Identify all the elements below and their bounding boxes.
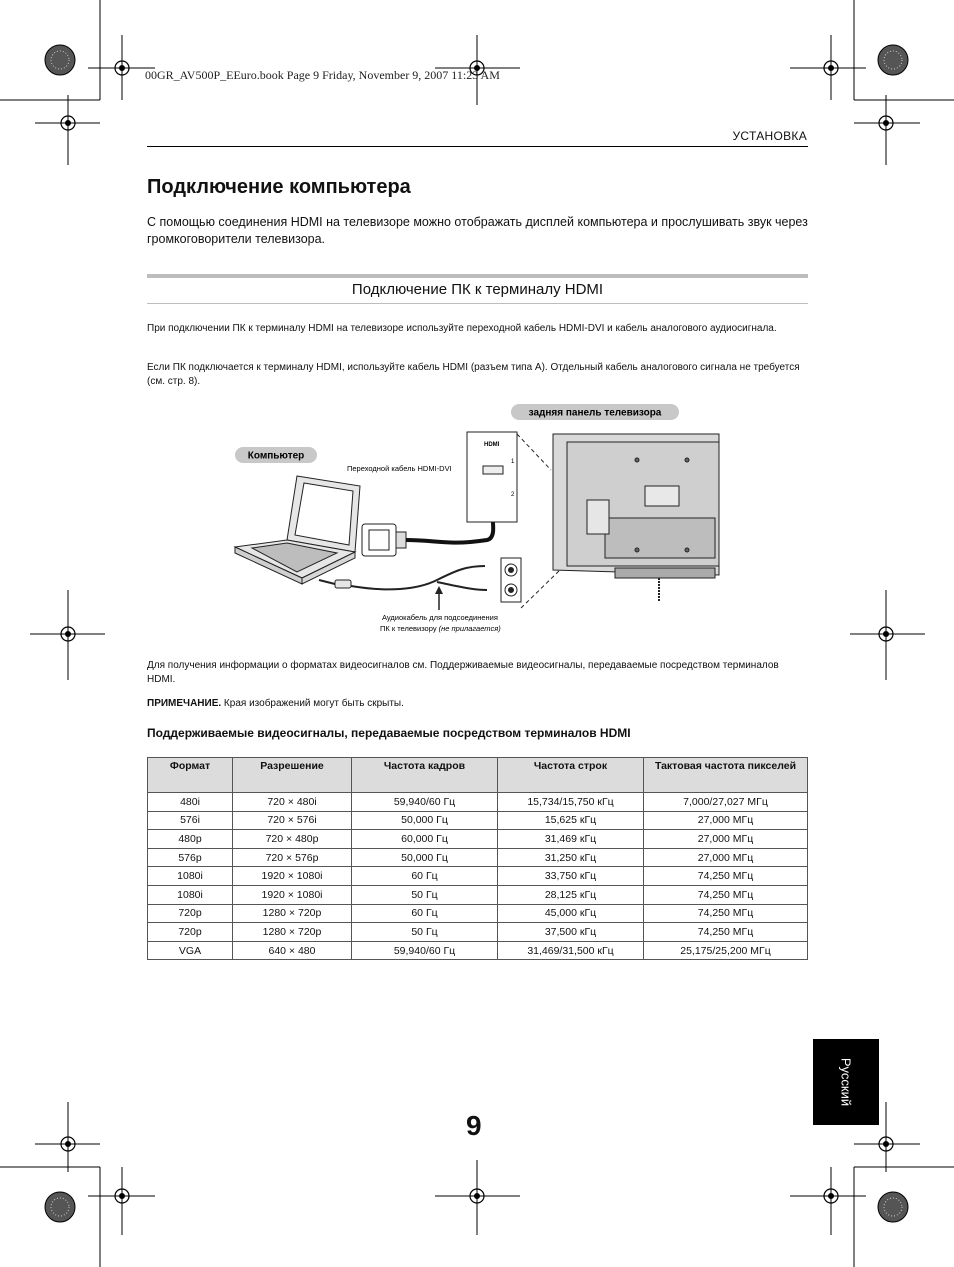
table-cell: 33,750 кГц <box>498 867 644 886</box>
header-format: Формат <box>148 758 233 793</box>
table-cell: 1280 × 720p <box>233 923 352 942</box>
table-cell: 720p <box>148 904 233 923</box>
table-row <box>148 811 808 830</box>
audio-cable-label-1: Аудиокабель для подсоединения <box>382 613 498 622</box>
audio-port-panel <box>501 558 521 602</box>
table-cell: 74,250 МГц <box>644 904 808 923</box>
page-title: Подключение компьютера <box>147 176 411 198</box>
section-label: УСТАНОВКА <box>732 129 807 143</box>
audio-cable-note: (не прилагается) <box>438 624 501 633</box>
table-cell: 720p <box>148 923 233 942</box>
table-cell: 1080i <box>148 867 233 886</box>
table-row <box>148 848 808 867</box>
table-cell: 1920 × 1080i <box>233 867 352 886</box>
table-cell: 50 Гц <box>352 923 498 942</box>
table-cell: 640 × 480 <box>233 941 352 960</box>
table-cell: 720 × 480i <box>233 793 352 812</box>
table-cell: 60,000 Гц <box>352 830 498 849</box>
paragraph-hdmi-cable: Если ПК подключается к терминалу HDMI, используйте кабель HDMI (разъем типа A). Отдельный кабель аналогового сигнала не требуется (см. стр. 8). <box>147 362 800 387</box>
table-cell: 576p <box>148 848 233 867</box>
table-cell: 720 × 480p <box>233 830 352 849</box>
table-cell: 31,250 кГц <box>498 848 644 867</box>
header-pixel-clock: Тактовая частота пикселей <box>644 758 808 793</box>
table-cell: 1080i <box>148 885 233 904</box>
header-line-rate: Частота строк <box>498 758 644 793</box>
header-resolution: Разрешение <box>233 758 352 793</box>
table-row <box>148 904 808 923</box>
table-cell: 31,469/31,500 кГц <box>498 941 644 960</box>
table-cell: 720 × 576i <box>233 811 352 830</box>
table-cell: 74,250 МГц <box>644 923 808 942</box>
table-cell: 27,000 МГц <box>644 848 808 867</box>
note <box>147 697 807 711</box>
table-header-row <box>148 758 808 793</box>
intro-paragraph: С помощью соединения HDMI на телевизоре можно отображать дисплей компьютера и прослушивать звук через громкоговорители телевизора. <box>147 215 808 246</box>
page-number: 9 <box>466 1110 482 1141</box>
book-file-line: 00GR_AV500P_EEuro.book Page 9 Friday, November 9, 2007 11:23 AM <box>145 68 500 82</box>
table-cell: 480p <box>148 830 233 849</box>
subsection-title: Подключение ПК к терминалу HDMI <box>351 281 604 298</box>
table-cell: 28,125 кГц <box>498 885 644 904</box>
table-cell: 59,940/60 Гц <box>352 941 498 960</box>
table-cell: 31,469 кГц <box>498 830 644 849</box>
table-cell: 60 Гц <box>352 904 498 923</box>
table-cell: 720 × 576p <box>233 848 352 867</box>
paragraph-formats-ref: Для получения информации о форматах видеосигналов см. Поддерживаемые видеосигналы, передаваемые посредством терминалов HDMI. <box>147 660 779 685</box>
table-cell: 27,000 МГц <box>644 811 808 830</box>
table-cell: 59,940/60 Гц <box>352 793 498 812</box>
connection-diagram <box>147 400 727 640</box>
tv-back-label: задняя панель телевизора <box>528 407 662 419</box>
table-title: Поддерживаемые видеосигналы, передаваемые посредством терминалов HDMI <box>147 726 631 740</box>
table-cell: 25,175/25,200 МГц <box>644 941 808 960</box>
table-cell: 50,000 Гц <box>352 848 498 867</box>
table-cell: 27,000 МГц <box>644 830 808 849</box>
table-cell: 15,734/15,750 кГц <box>498 793 644 812</box>
table-cell: 50 Гц <box>352 885 498 904</box>
table-cell: 50,000 Гц <box>352 811 498 830</box>
table-cell: 480i <box>148 793 233 812</box>
table-cell: VGA <box>148 941 233 960</box>
signal-table <box>147 757 808 960</box>
table-cell: 74,250 МГц <box>644 885 808 904</box>
table-cell: 37,500 кГц <box>498 923 644 942</box>
note-label: ПРИМЕЧАНИЕ. <box>147 698 222 709</box>
table-cell: 7,000/27,027 МГц <box>644 793 808 812</box>
table-cell: 1920 × 1080i <box>233 885 352 904</box>
dvi-connector-icon <box>362 524 406 556</box>
audio-plug-icon <box>319 580 351 588</box>
audio-cable-label-2: ПК к телевизору <box>380 624 439 633</box>
table-cell: 576i <box>148 811 233 830</box>
hdmi-dvi-cable-label: Переходной кабель HDMI-DVI <box>347 464 452 473</box>
header-frame-rate: Частота кадров <box>352 758 498 793</box>
svg-text:ПК к телевизору (не прилагаетс <box>380 624 501 633</box>
table-row <box>148 885 808 904</box>
table-row <box>148 923 808 942</box>
table-cell: 60 Гц <box>352 867 498 886</box>
header-rule <box>147 146 808 147</box>
table-cell: 1280 × 720p <box>233 904 352 923</box>
tv-back-icon <box>553 434 719 602</box>
table-row <box>148 830 808 849</box>
language-tab-label: Русский <box>838 1057 854 1107</box>
computer-label: Компьютер <box>247 450 305 462</box>
language-tab <box>813 1039 879 1125</box>
subsection-rule <box>147 303 808 304</box>
port-1-label: 1 <box>511 459 515 465</box>
port-2-label: 2 <box>511 492 515 498</box>
table-cell: 45,000 кГц <box>498 904 644 923</box>
hdmi-logo: HDMI <box>484 442 500 448</box>
paragraph-hdmi-dvi: При подключении ПК к терминалу HDMI на телевизоре используйте переходной кабель HDMI-DVI и кабель аналогового аудиосигнала. <box>147 323 777 334</box>
table-cell: 15,625 кГц <box>498 811 644 830</box>
subsection-bar <box>147 274 808 278</box>
note-text: Края изображений могут быть скрыты. <box>221 698 404 709</box>
table-row <box>148 941 808 960</box>
table-row <box>148 793 808 812</box>
laptop-icon <box>235 476 360 584</box>
table-cell: 74,250 МГц <box>644 867 808 886</box>
table-row <box>148 867 808 886</box>
